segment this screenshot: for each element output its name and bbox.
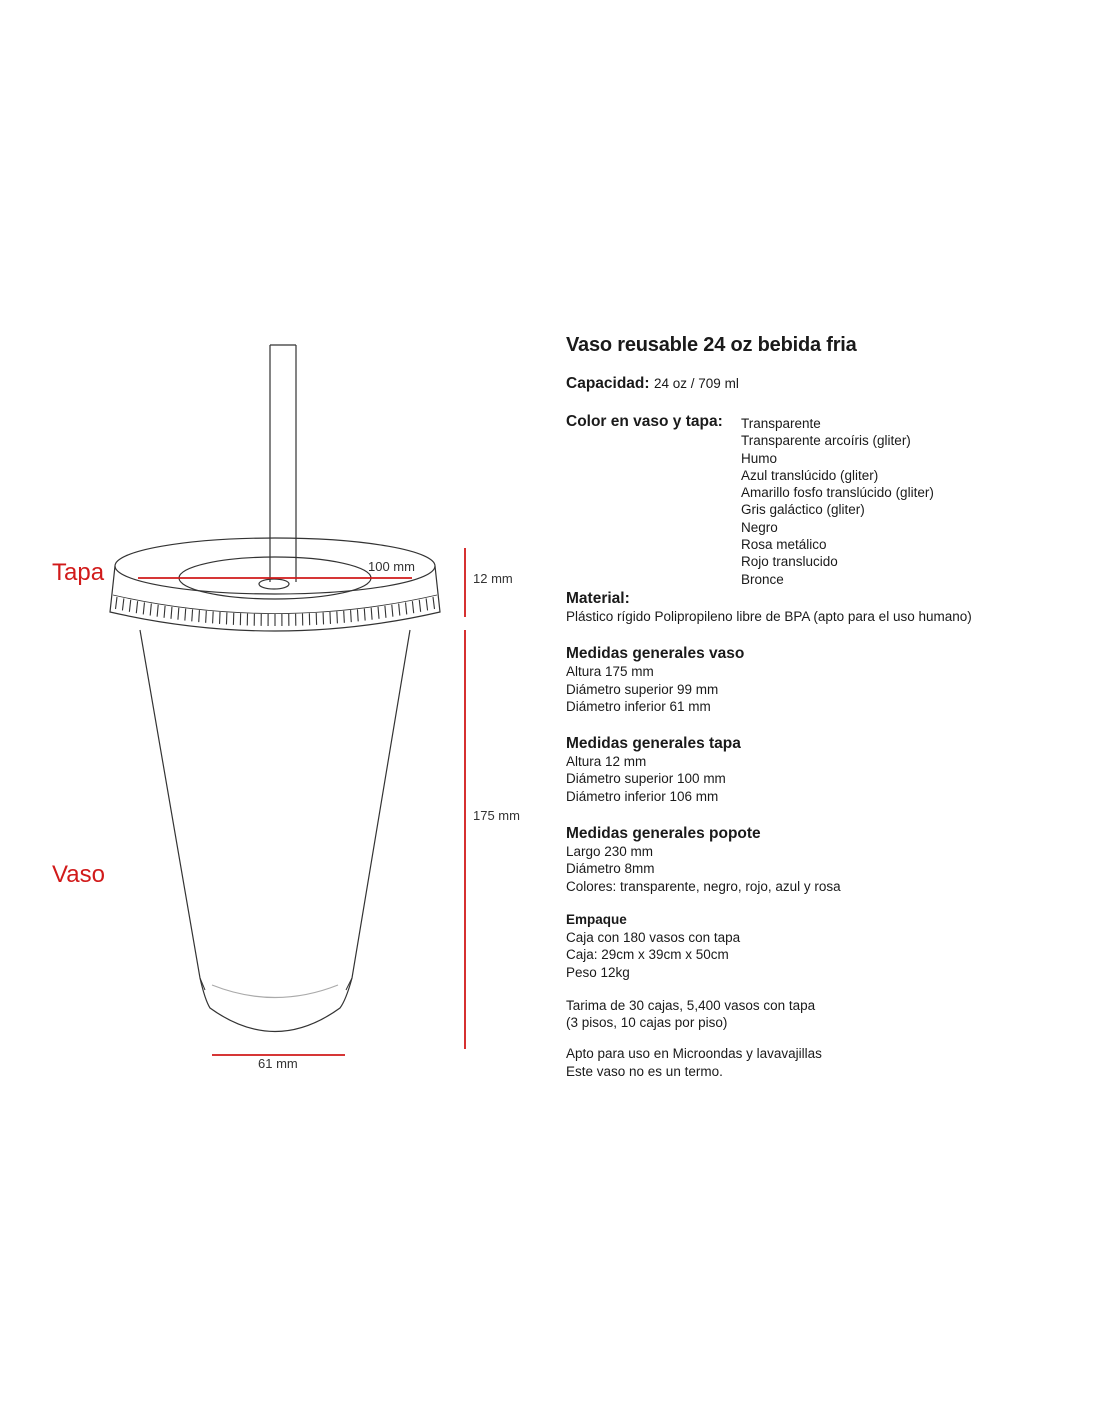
list-item: (3 pisos, 10 cajas por piso) <box>566 1015 728 1031</box>
lid-rib <box>344 611 345 623</box>
list-item: Tarima de 30 cajas, 5,400 vasos con tapa <box>566 997 816 1013</box>
packing-section <box>566 911 1086 981</box>
lid-rib <box>357 609 358 621</box>
list-item: Este vaso no es un termo. <box>566 1063 723 1079</box>
cup-bottom-curve <box>212 985 338 998</box>
bottom-diameter-label: 61 mm <box>258 1056 298 1071</box>
list-item: Diámetro inferior 106 mm <box>566 788 719 804</box>
lid-rib <box>399 604 400 616</box>
lid-rib <box>330 612 331 624</box>
list-item: Largo 230 mm <box>566 844 654 860</box>
lid-rib <box>392 605 393 617</box>
lid-rib <box>150 604 151 616</box>
list-item: Colores: transparente, negro, rojo, azul y rosa <box>566 878 841 894</box>
lid-rib <box>337 611 338 623</box>
lid-rib <box>122 598 123 610</box>
lid-rib <box>213 611 214 623</box>
list-item: Diámetro superior 99 mm <box>566 681 719 697</box>
material-value: Plástico rígido Polipropileno libre de BPA (apto para el uso humano) <box>566 608 972 624</box>
straw-measures-heading: Medidas generales popote <box>566 825 761 843</box>
lid-rib <box>385 606 386 618</box>
colors-list <box>741 415 934 588</box>
lid-rib <box>206 611 207 623</box>
packing-heading: Empaque <box>566 911 627 927</box>
lid-rib <box>192 609 193 621</box>
lid-rib <box>351 610 352 622</box>
cup-measures-section <box>566 645 1086 715</box>
list-item: Caja: 29cm x 39cm x 50cm <box>566 947 729 963</box>
cup-body <box>140 630 410 1032</box>
list-item: Rosa metálico <box>741 537 827 553</box>
lid-rib <box>164 606 165 618</box>
capacity-label: Capacidad: <box>566 375 650 392</box>
pallet-section <box>566 997 1086 1032</box>
straw-hole <box>259 579 289 589</box>
lid-measures-section <box>566 735 1086 805</box>
cup-section-label: Vaso <box>52 861 105 888</box>
product-title: Vaso reusable 24 oz bebida fria <box>566 334 857 356</box>
list-item: Diámetro 8mm <box>566 861 655 877</box>
material-heading: Material: <box>566 589 630 607</box>
spec-sheet <box>566 334 1086 1080</box>
list-item: Transparente arcoíris (gliter) <box>741 433 911 449</box>
notes-section <box>566 1045 1086 1080</box>
lid-measures-heading: Medidas generales tapa <box>566 735 741 753</box>
list-item: Amarillo fosfo translúcido (gliter) <box>741 485 934 501</box>
material-section <box>566 590 1086 625</box>
capacity-row <box>566 375 1086 393</box>
lid-rib <box>178 608 179 620</box>
lid-rib <box>426 598 427 610</box>
lid-rib <box>406 602 407 614</box>
list-item: Bronce <box>741 571 784 587</box>
cup-height-label: 175 mm <box>473 808 520 823</box>
lid-rib <box>129 600 130 612</box>
colors-row <box>566 413 1086 588</box>
lid-rib <box>199 610 200 622</box>
lid-rib <box>220 612 221 624</box>
capacity-value: 24 oz / 709 ml <box>654 376 739 391</box>
colors-label: Color en vaso y tapa: <box>566 413 723 430</box>
cup-measures-heading: Medidas generales vaso <box>566 645 745 663</box>
list-item: Caja con 180 vasos con tapa <box>566 929 741 945</box>
lid-ribs <box>116 597 435 626</box>
list-item: Apto para uso en Microondas y lavavajillas <box>566 1046 822 1062</box>
list-item: Negro <box>741 519 778 535</box>
list-item: Gris galáctico (gliter) <box>741 502 865 518</box>
lid-rib <box>371 608 372 620</box>
lid-rib <box>433 597 435 609</box>
lid-diameter-label: 100 mm <box>368 559 415 574</box>
list-item: Peso 12kg <box>566 964 630 980</box>
lid-height-label: 12 mm <box>473 571 513 586</box>
lid-rib <box>412 601 413 613</box>
lid-rib <box>143 602 144 614</box>
lid-rib <box>116 597 118 609</box>
list-item: Azul translúcido (gliter) <box>741 467 879 483</box>
list-item: Diámetro inferior 61 mm <box>566 698 711 714</box>
list-item: Altura 175 mm <box>566 664 654 680</box>
lid-rib <box>171 607 172 619</box>
straw <box>270 345 296 582</box>
lid-rib <box>364 609 365 621</box>
lid-section-label: Tapa <box>52 559 105 586</box>
lid-rib <box>185 609 186 621</box>
list-item: Humo <box>741 450 778 466</box>
list-item: Transparente <box>741 416 821 431</box>
straw-measures-section <box>566 825 1086 895</box>
list-item: Rojo translucido <box>741 554 838 570</box>
lid-rib <box>419 600 420 612</box>
list-item: Altura 12 mm <box>566 754 647 770</box>
lid-rib <box>136 601 137 613</box>
lid-rib <box>378 607 379 619</box>
list-item: Diámetro superior 100 mm <box>566 771 726 787</box>
lid-rib <box>157 605 158 617</box>
